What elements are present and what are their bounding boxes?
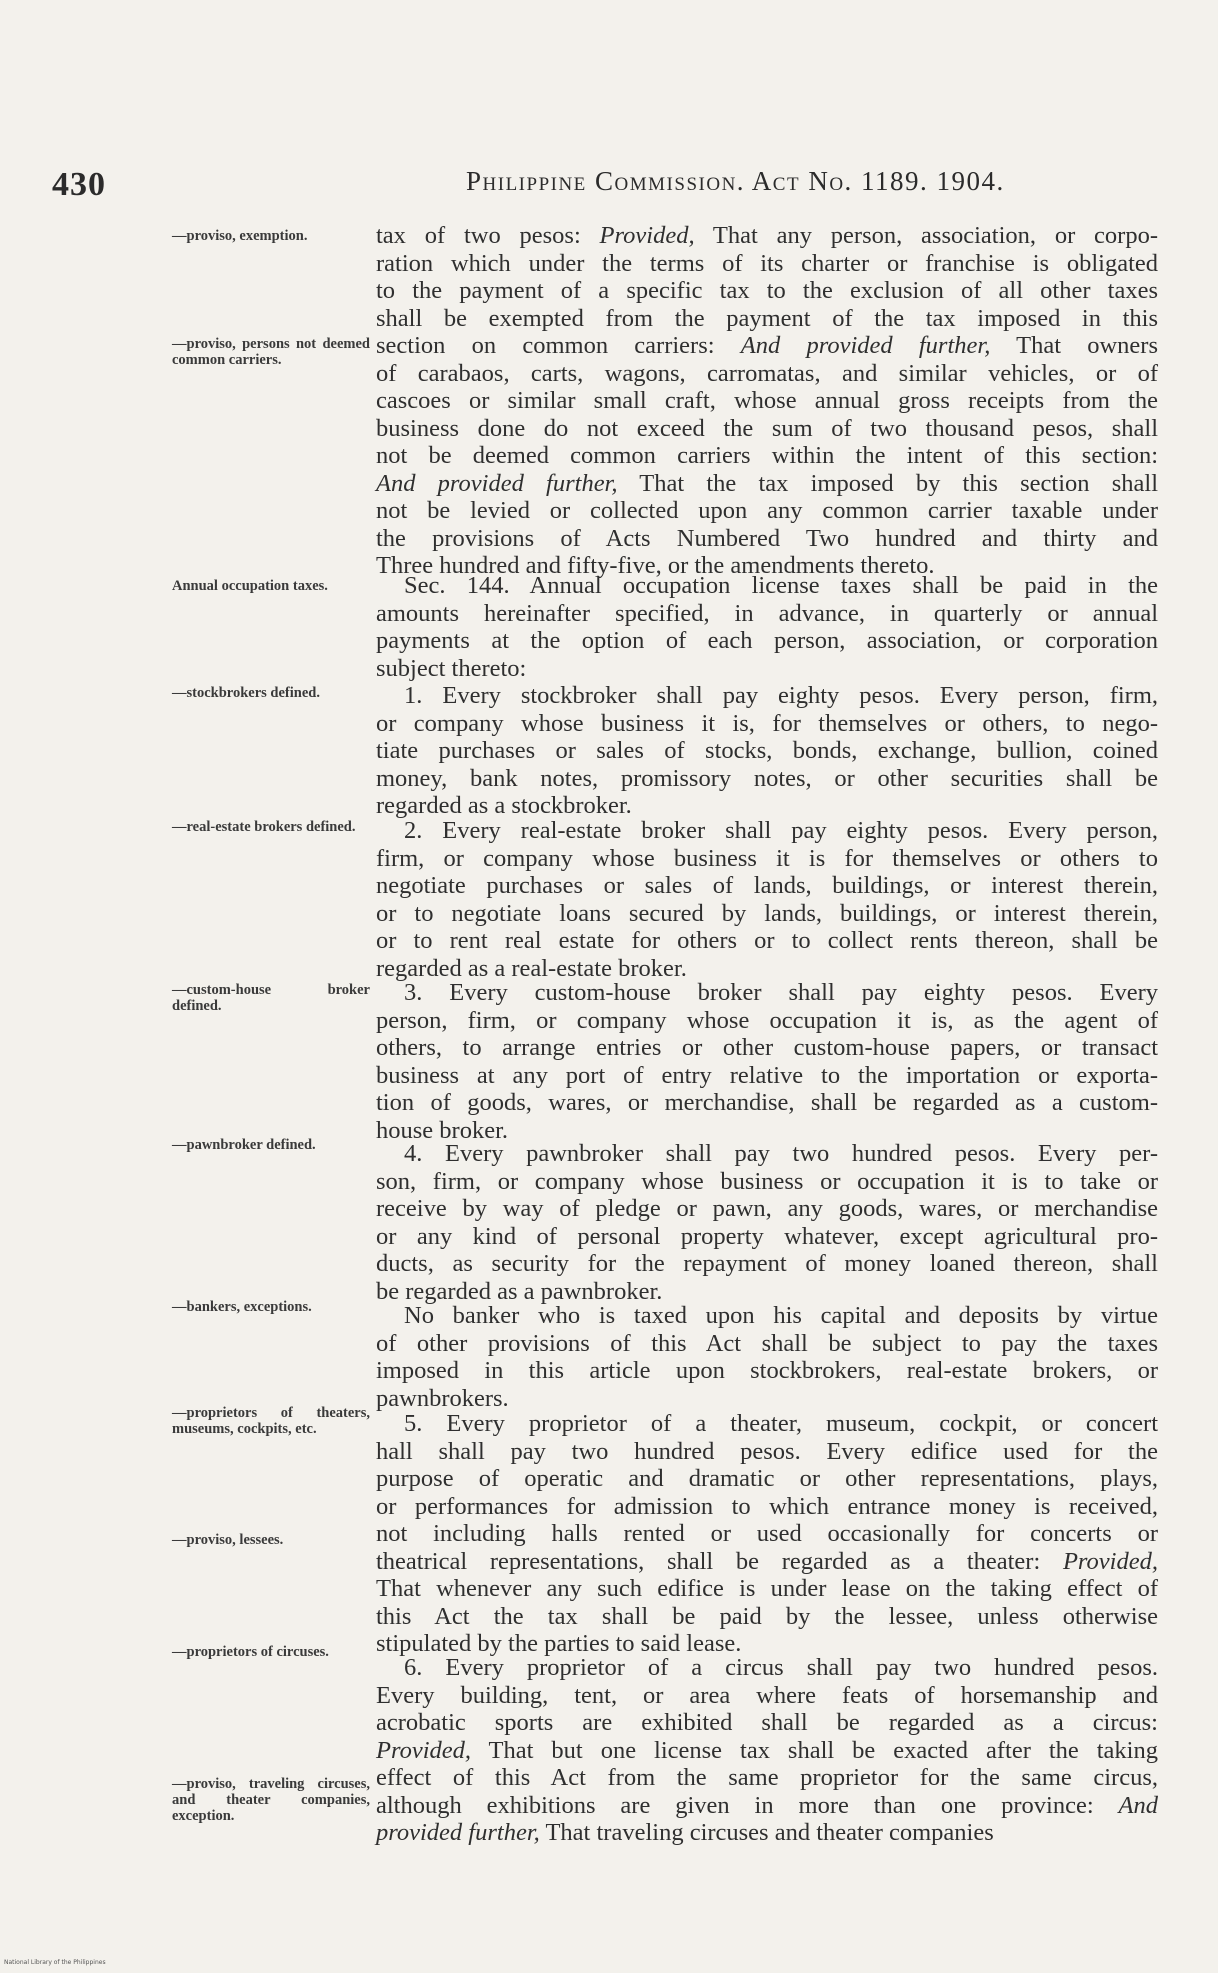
paragraph-proviso xyxy=(376,222,1158,580)
text-line: purpose of operatic and dramatic or other representations, plays, xyxy=(376,1465,1158,1492)
text-line: or any kind of personal property whatever, except agricultural pro- xyxy=(376,1222,1158,1250)
text-line: And provided further, That the tax imposed by this section shall xyxy=(376,469,1158,497)
paragraph-section-144 xyxy=(376,572,1158,682)
margin-note-custom-house: —custom-house broker defined. xyxy=(172,982,370,1014)
text-line: receive by way of pledge or pawn, any goods, wares, or merchandise xyxy=(376,1195,1158,1222)
margin-note-proviso-exemption: —proviso, exemption. xyxy=(172,228,308,244)
text-line: pawnbrokers. xyxy=(376,1384,509,1412)
text-line: although exhibitions are given in more than one province: And xyxy=(376,1791,1158,1819)
margin-note-theaters: —proprietors of theaters, museums, cockpits, etc. xyxy=(172,1405,370,1437)
paragraph-custom-house xyxy=(376,979,1158,1144)
text-line: hall shall pay two hundred pesos. Every edifice used for the xyxy=(376,1437,1158,1465)
text-line: 6. Every proprietor of a circus shall pay two hundred pesos. xyxy=(404,1654,1158,1681)
margin-note-bankers: —bankers, exceptions. xyxy=(172,1299,312,1315)
text-line: acrobatic sports are exhibited shall be regarded as a circus: xyxy=(376,1709,1158,1736)
text-line: be regarded as a pawnbroker. xyxy=(376,1277,663,1305)
text-line: amounts hereinafter specified, in advance, in quarterly or annual xyxy=(376,599,1158,627)
margin-note-real-estate: —real-estate brokers defined. xyxy=(172,819,356,835)
text-line: or company whose business it is, for themselves or others, to nego- xyxy=(376,709,1158,737)
text-line: 2. Every real-estate broker shall pay eighty pesos. Every person, xyxy=(404,817,1158,844)
text-line: person, firm, or company whose occupation it is, as the agent of xyxy=(376,1006,1158,1034)
text-line: 1. Every stockbroker shall pay eighty pesos. Every person, firm, xyxy=(404,682,1158,709)
page-number: 430 xyxy=(52,166,106,203)
text-line: Three hundred and fifty-five, or the amendments thereto. xyxy=(376,552,935,579)
text-line: section on common carriers: And provided further, That owners xyxy=(376,332,1158,359)
text-line: or performances for admission to which entrance money is received, xyxy=(376,1492,1158,1520)
text-line: others, to arrange entries or other custom-house papers, or transact xyxy=(376,1034,1158,1061)
text-line: this Act the tax shall be paid by the lessee, unless otherwise xyxy=(376,1602,1158,1630)
text-line: provided further, That traveling circuses and theater companies xyxy=(376,1819,994,1846)
paragraph-real-estate xyxy=(376,817,1158,982)
text-line: to the payment of a specific tax to the exclusion of all other taxes xyxy=(376,277,1158,304)
text-line: the provisions of Acts Numbered Two hundred and thirty and xyxy=(376,524,1158,552)
margin-note-pawnbroker: —pawnbroker defined. xyxy=(172,1137,316,1153)
text-line: 4. Every pawnbroker shall pay two hundred pesos. Every per- xyxy=(404,1140,1158,1167)
text-line: stipulated by the parties to said lease. xyxy=(376,1630,742,1657)
text-line: not be deemed common carriers within the intent of this section: xyxy=(376,442,1158,469)
text-line: negotiate purchases or sales of lands, buildings, or interest therein, xyxy=(376,872,1158,899)
text-line: of other provisions of this Act shall be subject to pay the taxes xyxy=(376,1329,1158,1357)
text-line: payments at the option of each person, association, or corporation xyxy=(376,627,1158,654)
text-line: firm, or company whose business it is for themselves or others to xyxy=(376,844,1158,872)
text-line: son, firm, or company whose business or occupation it is to take or xyxy=(376,1167,1158,1195)
text-line: No banker who is taxed upon his capital and deposits by virtue xyxy=(404,1302,1158,1329)
text-line: Every building, tent, or area where feats of horsemanship and xyxy=(376,1681,1158,1709)
text-line: regarded as a stockbroker. xyxy=(376,792,632,819)
text-line: imposed in this article upon stockbrokers, real-estate brokers, or xyxy=(376,1357,1158,1384)
library-credit: National Library of the Philippines xyxy=(4,1959,106,1966)
margin-note-stockbrokers: —stockbrokers defined. xyxy=(172,685,320,701)
text-line: ducts, as security for the repayment of money loaned thereon, shall xyxy=(376,1250,1158,1277)
text-line: business at any port of entry relative to the importation or exporta- xyxy=(376,1061,1158,1089)
text-line: or to rent real estate for others or to collect rents thereon, shall be xyxy=(376,927,1158,954)
margin-note-occupation-taxes: Annual occupation taxes. xyxy=(172,578,328,594)
text-line: That whenever any such edifice is under lease on the taking effect of xyxy=(376,1575,1158,1602)
paragraph-pawnbroker xyxy=(376,1140,1158,1305)
margin-note-circuses: —proprietors of circuses. xyxy=(172,1644,329,1660)
text-line: ration which under the terms of its charter or franchise is obligated xyxy=(376,249,1158,277)
text-line: 3. Every custom-house broker shall pay eighty pesos. Every xyxy=(404,979,1158,1006)
text-line: tion of goods, wares, or merchandise, shall be regarded as a custom- xyxy=(376,1089,1158,1116)
text-line: Provided, That but one license tax shall be exacted after the taking xyxy=(376,1736,1158,1764)
text-line: theatrical representations, shall be regarded as a theater: Provided, xyxy=(376,1547,1158,1575)
paragraph-circuses xyxy=(376,1654,1158,1847)
running-head: Philippine Commission. Act No. 1189. 1904. xyxy=(466,166,1005,196)
text-line: not be levied or collected upon any common carrier taxable under xyxy=(376,497,1158,524)
text-line: cascoes or similar small craft, whose annual gross receipts from the xyxy=(376,387,1158,414)
text-line: of carabaos, carts, wagons, carromatas, and similar vehicles, or of xyxy=(376,359,1158,387)
text-line: shall be exempted from the payment of the tax imposed in this xyxy=(376,304,1158,332)
text-line: 5. Every proprietor of a theater, museum, cockpit, or concert xyxy=(404,1410,1158,1437)
margin-note-lessees: —proviso, lessees. xyxy=(172,1532,284,1548)
text-line: or to negotiate loans secured by lands, buildings, or interest therein, xyxy=(376,899,1158,927)
text-line: business done do not exceed the sum of two thousand pesos, shall xyxy=(376,414,1158,442)
text-line: tax of two pesos: Provided, That any person, association, or corpo- xyxy=(376,222,1158,249)
text-line: house broker. xyxy=(376,1116,508,1144)
text-line: not including halls rented or used occasionally for concerts or xyxy=(376,1520,1158,1547)
text-line: tiate purchases or sales of stocks, bonds, exchange, bullion, coined xyxy=(376,737,1158,764)
paragraph-bankers xyxy=(376,1302,1158,1412)
margin-note-proviso-not-carriers: —proviso, persons not deemed common carriers. xyxy=(172,336,370,368)
paragraph-theaters xyxy=(376,1410,1158,1658)
margin-note-traveling: —proviso, traveling circuses, and theater companies, exception. xyxy=(172,1776,370,1824)
text-line: money, bank notes, promissory notes, or other securities shall be xyxy=(376,764,1158,792)
text-line: subject thereto: xyxy=(376,654,527,682)
text-line: regarded as a real-estate broker. xyxy=(376,954,687,982)
paragraph-stockbroker xyxy=(376,682,1158,820)
text-line: effect of this Act from the same proprietor for the same circus, xyxy=(376,1764,1158,1791)
text-line: Sec. 144. Annual occupation license taxes shall be paid in the xyxy=(404,572,1158,599)
